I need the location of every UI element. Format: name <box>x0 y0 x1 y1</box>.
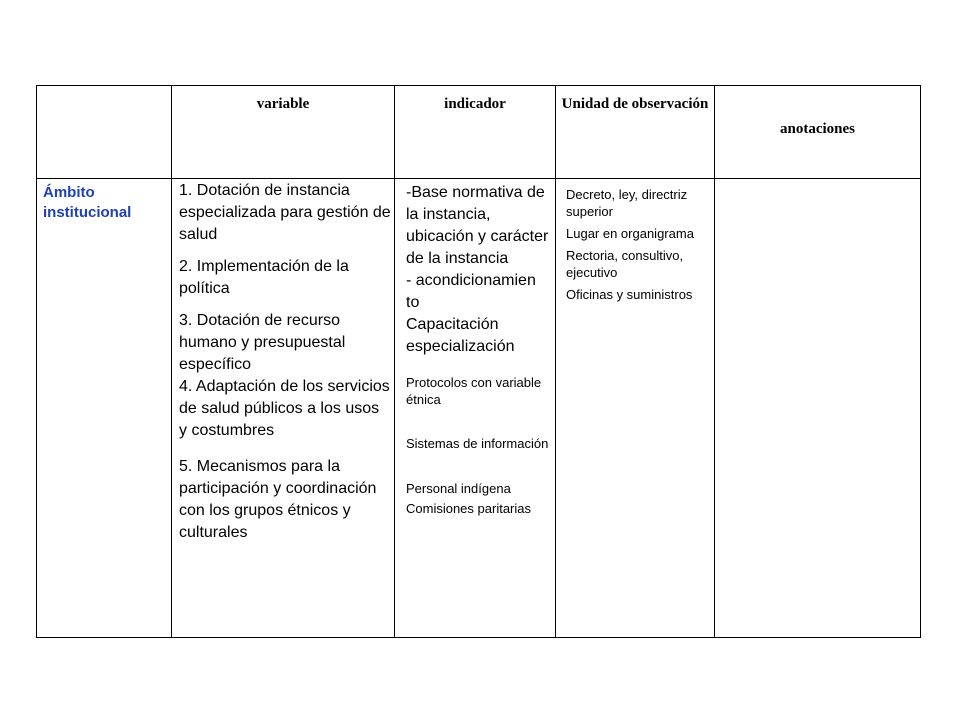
unidad-item: Oficinas y suministros <box>566 287 693 302</box>
variable-item: 4. Adaptación de los servicios de salud públicos a los usos y costumbres <box>179 378 390 439</box>
header-indicador: indicador <box>444 96 506 112</box>
column-divider <box>555 85 556 638</box>
variable-item: 2. Implementación de la política <box>179 258 349 297</box>
table-border-top <box>36 85 921 86</box>
column-divider <box>36 85 37 638</box>
header-unidad-de-observacion: Unidad de observación <box>561 96 709 112</box>
unidad-item: Lugar en organigrama <box>566 226 694 241</box>
variable-item: 5. Mecanismos para la participación y coordinación con los grupos étnicos y culturales <box>179 458 377 541</box>
indicator-protocolos: Protocolos con variable étnica <box>406 375 542 407</box>
column-divider <box>394 85 395 638</box>
indicator-capacitacion: Capacitación especialización <box>406 316 515 355</box>
indicator-acondicionamiento: - acondicionamien to <box>406 272 536 311</box>
indicator-personal: Personal indígena <box>406 481 511 496</box>
indicator-sistemas: Sistemas de información <box>406 436 549 451</box>
column-divider <box>171 85 172 638</box>
unidades-cell <box>566 186 712 308</box>
table-border-bottom <box>36 637 921 638</box>
indicator-base-normativa: -Base normativa de la instancia, ubicación y carácter de la instancia <box>406 184 549 267</box>
variable-item: 1. Dotación de instancia especializada para gestión de salud <box>179 182 391 243</box>
anotaciones-cell <box>715 179 920 637</box>
header-anotaciones: anotaciones <box>780 121 855 137</box>
unidad-item: Rectoria, consultivo, ejecutivo <box>566 248 684 280</box>
unidad-item: Decreto, ley, directriz superior <box>566 187 688 219</box>
indicator-table <box>36 85 921 638</box>
header-variable: variable <box>256 96 310 112</box>
indicator-comisiones: Comisiones paritarias <box>406 501 531 516</box>
variables-cell <box>179 180 391 544</box>
variable-item: 3. Dotación de recurso humano y presupuestal específico <box>179 312 346 373</box>
row-label-ambito: Ámbito institucional <box>43 184 132 221</box>
column-divider <box>920 85 921 638</box>
indicadores-cell <box>406 182 552 517</box>
